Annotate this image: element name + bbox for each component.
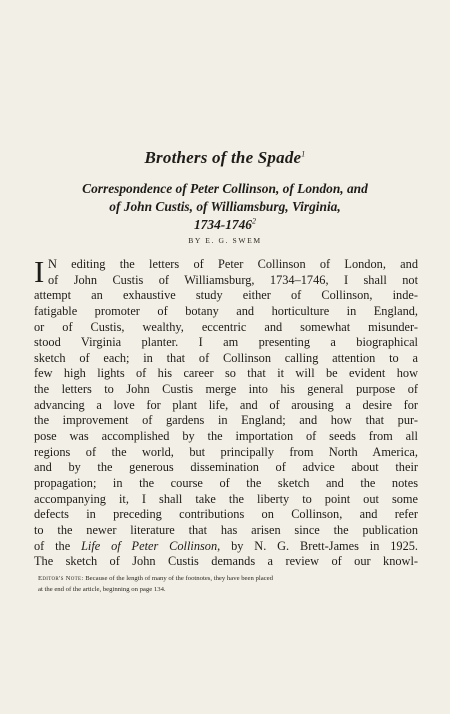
body-line: the improvement of gardens in England; and how that pur- (34, 413, 418, 428)
body-line: accompanying it, I shall take the liberty to point out some (34, 491, 418, 506)
subtitle-line: Correspondence of Peter Collinson, of London, and (82, 181, 368, 196)
title-footnote-ref: 1 (301, 149, 306, 159)
body-text-run: of the (34, 538, 82, 553)
body-line: N editing the letters of Peter Collinson of London, and (48, 257, 418, 271)
body-line: of John Custis of Williamsburg, 1734–1746, I shall not (48, 272, 418, 287)
body-line: attempt an exhaustive study either of Collinson, inde- (34, 288, 418, 303)
body-line: or of Custis, wealthy, eccentric and somewhat misunder- (34, 319, 418, 334)
body-line: propagation; in the course of the sketch and the notes (34, 475, 418, 490)
subtitle-dates (0, 216, 450, 234)
editors-note (38, 574, 418, 595)
article-title-text: Brothers of the Spade (144, 148, 302, 167)
book-title: Life of Peter Collinson (81, 538, 218, 553)
body-line: The sketch of John Custis demands a review of our knowl- (34, 554, 418, 569)
article-subtitle (0, 180, 450, 234)
body-line: pose was accomplished by the importation of seeds from all (34, 429, 418, 444)
body-text-run: , by N. G. Brett-James in 1925. (217, 538, 418, 553)
body-line: advancing a love for plant life, and of arousing a desire for (34, 397, 418, 412)
drop-cap: I (34, 254, 45, 289)
editors-note-line (38, 574, 418, 585)
body-line: fatigable promoter of botany and horticulture in England, (34, 303, 418, 318)
editors-note-line: at the end of the article, beginning on page 134. (38, 585, 166, 593)
body-line: defects in preceding contributions on Collinson, and refer (34, 507, 418, 522)
body-line-with-book-title (34, 539, 418, 555)
article-title (0, 148, 450, 168)
body-paragraph (34, 254, 418, 570)
subtitle-dates-text: 1734-1746 (193, 217, 253, 232)
body-line: few high lights of his career so that it will be evident how (34, 366, 418, 381)
body-line: the letters to John Custis merge into his general purpose of (34, 382, 418, 397)
subtitle-footnote-ref: 2 (252, 216, 257, 226)
subtitle-line: of John Custis, of Williamsburg, Virginia, (109, 199, 341, 214)
body-line: sketch of each; in that of Collinson calling attention to a (34, 350, 418, 365)
body-line: regions of the world, but principally from North America, (34, 444, 418, 459)
author-byline: BY E. G. SWEM (188, 236, 262, 245)
body-line: and by the generous dissemination of advice about their (34, 460, 418, 475)
editors-note-text: Because of the length of many of the footnotes, they have been placed (85, 575, 273, 582)
body-line: to the newer literature that has arisen since the publication (34, 522, 418, 537)
body-line: stood Virginia planter. I am presenting a biographical (34, 335, 418, 350)
editors-note-label: Editor's Note: (38, 575, 84, 582)
